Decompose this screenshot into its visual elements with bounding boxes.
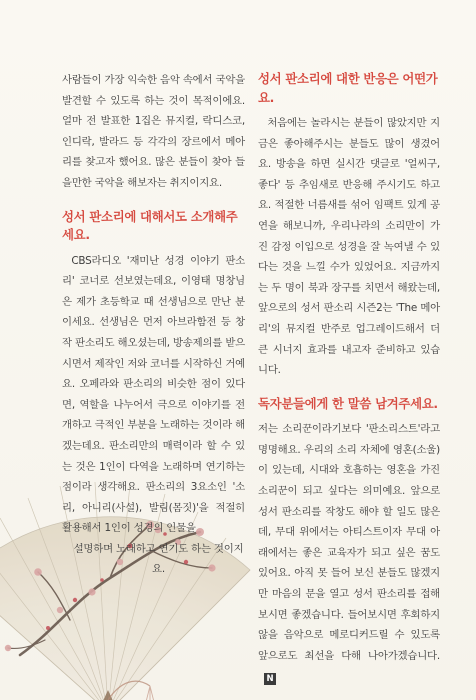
paragraph-pansori-intro: CBS라디오 '재미난 성경 이야기 판소리' 코너로 선보였는데요, 이영태 명창님은 제가 초등학교 때 선생님으로 만난 분이세요. 선생님은 먼저 아브라함전 등 창작 판소리도 해오셨는데, 방송제의를 받으시면서 제작인 저와 코너를 시작하신 거예요. 오페라와 판소리의 비슷한 점이 있다면, 역할을 나누어서 극으로 이야기를 전개하고 극적인 부분을 노래하는 것이라 해겠는데요. 판소리만의 매력이라 할 수 있는 것은 1인이 다역을 노래하며 연기하는 점이라 생각해요. 판소리의 3요소인 '소리, 아니리(사설), 발림(몸짓)'을 적절히 활용해서 1인이 성경의 인물을 [62,254,245,535]
right-column [258,70,440,687]
intro-paragraph: 사람들이 가장 익숙한 음악 속에서 국악을 발견할 수 있도록 하는 것이 목적이에요. 얼마 전 발표한 1집은 뮤지컬, 락디스코, 인디락, 발라드 등 각각의 장르에서 메아리를 찾고자 했어요. 많은 분들이 찾아 들을만한 국악을 해보자는 취지이지요. [62,74,245,189]
left-column [62,70,245,580]
paragraph-message-wrapper [258,419,440,687]
paragraph-reaction: 처음에는 놀라시는 분들이 많았지만 지금은 좋아해주시는 분들도 많이 생겼어요. 방송을 하면 실시간 댓글로 '얼씨구, 좋다' 등 추임새로 반응해 주시기도 하고요. 적절한 너름새를 섞어 임팩트 있게 공연을 해보니까, 우리나라의 소리만이 가진 감정 이입으로 성경을 잘 녹여낼 수 있다는 것을 느낄 수가 있었어요. 지금까지는 두 명이 북과 장구를 치면서 해왔는데, 앞으로의 성서 판소리 시즌2는 'The 메아리'의 뮤지컬 반주로 업그레이드해서 더 큰 시너지 효과를 내고자 준비하고 있습니다. [258,117,440,377]
section-heading-reaction: 성서 판소리에 대한 반응은 어떤가요. [258,71,438,105]
section-heading-message: 독자분들에게 한 말씀 남겨주세요. [258,395,438,411]
paragraph-pansori-intro-end: 설명하며 노래하고 연기도 하는 것이지요. [73,542,244,576]
paragraph-message: 저는 소리꾼이라기보다 '판소리스트'라고 명명해요. 우리의 소리 자체에 영혼(소울)이 있는데, 시대와 호흡하는 영혼을 가진 소리꾼이 되고 싶다는 의미예요. 앞으로 성서 판소리를 작창도 해야 할 일도 많은데, 무대 위에서는 아티스트이자 무대 아래에서는 좋은 교육자가 되고 싶은 꿈도 있어요. 아직 못 들어 보신 분들도 많겠지만 마음의 문을 열고 성서 판소리를 접해보시면 좋겠습니다. 들어보시면 후회하지 않을 음악으로 메로디커드릴 수 있도록 앞으로도 최선을 다해 나아가겠습니다. [258,423,440,662]
article-end-mark-icon: N [264,673,276,685]
section-heading-pansori-intro: 성서 판소리에 대해서도 소개해주세요. [62,208,238,243]
